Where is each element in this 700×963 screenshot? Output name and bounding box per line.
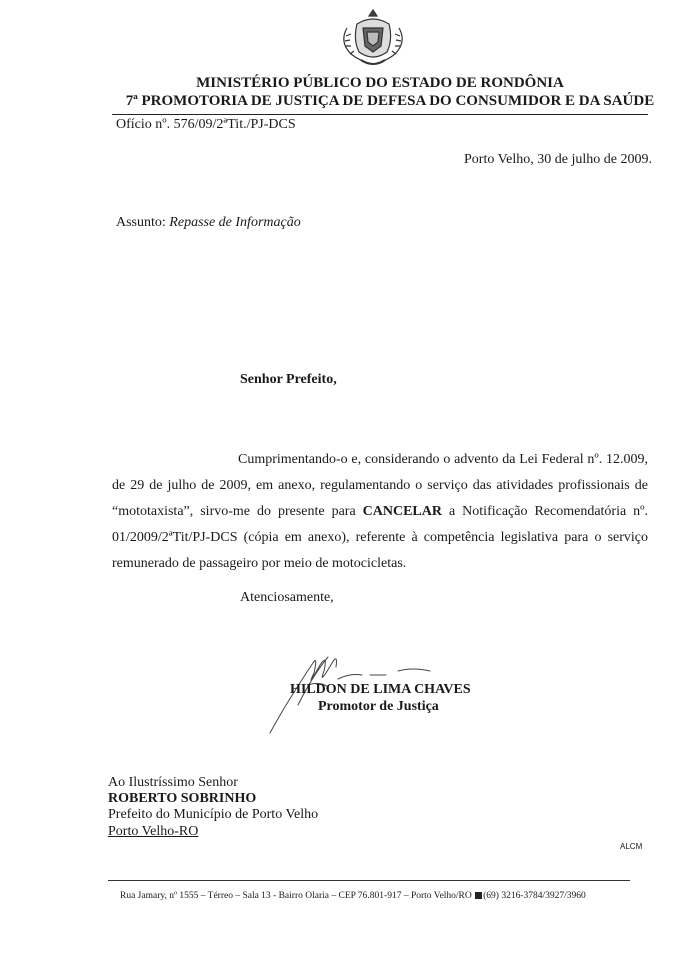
body-text: “mototaxista”, sirvo-me do presente para xyxy=(112,504,356,519)
header-line-1: MINISTÉRIO PÚBLICO DO ESTADO DE RONDÔNIA xyxy=(196,75,564,91)
addressee-name: ROBERTO SOBRINHO xyxy=(108,791,257,806)
subject-label: Assunto: xyxy=(116,215,166,230)
signatory-name: HILDON DE LIMA CHAVES xyxy=(290,682,471,697)
footer-divider xyxy=(108,880,630,881)
addressee-salutation: Ao Ilustríssimo Senhor xyxy=(108,775,238,790)
body-line xyxy=(112,499,648,525)
body-text: a Notificação Recomendatória nº. xyxy=(448,504,649,519)
document-date: Porto Velho, 30 de julho de 2009. xyxy=(464,152,652,167)
subject-value: Repasse de Informação xyxy=(169,215,301,230)
oficio-number: Ofício nº. 576/09/2ªTit./PJ-DCS xyxy=(116,117,296,132)
signatory-role: Promotor de Justiça xyxy=(318,699,439,714)
body-line: remunerado de passageiro por meio de motocicletas. xyxy=(112,556,407,571)
footer-phone: (69) 3216-3784/3927/3960 xyxy=(483,891,586,901)
footer-address-text: Rua Jamary, nº 1555 – Térreo – Sala 13 - Bairro Olaria – CEP 76.801-917 – Porto Velho/RO xyxy=(120,891,472,901)
addressee-title: Prefeito do Município de Porto Velho xyxy=(108,807,319,822)
coat-of-arms-seal xyxy=(333,6,413,72)
addressee-city: Porto Velho-RO xyxy=(108,824,199,839)
body-line: 01/2009/2ªTit/PJ-DCS (cópia em anexo), referente à competência legislativa para o serviço xyxy=(112,530,648,545)
cancel-emphasis: CANCELAR xyxy=(362,504,442,519)
closing: Atenciosamente, xyxy=(240,590,334,605)
telephone-icon xyxy=(475,892,482,899)
header-divider xyxy=(112,114,648,115)
body-line: de 29 de julho de 2009, em anexo, regulamentando o serviço das atividades profissionais de xyxy=(112,478,648,493)
body-line: Cumprimentando-o e, considerando o advento da Lei Federal nº. 12.009, xyxy=(238,452,648,467)
header-line-2: 7ª PROMOTORIA DE JUSTIÇA DE DEFESA DO CONSUMIDOR E DA SAÚDE xyxy=(125,93,655,109)
footer-address xyxy=(120,891,586,901)
subject-line xyxy=(116,215,301,231)
salutation: Senhor Prefeito, xyxy=(240,372,337,387)
body-paragraph xyxy=(112,447,648,577)
typist-initials: ALCM xyxy=(620,842,643,851)
